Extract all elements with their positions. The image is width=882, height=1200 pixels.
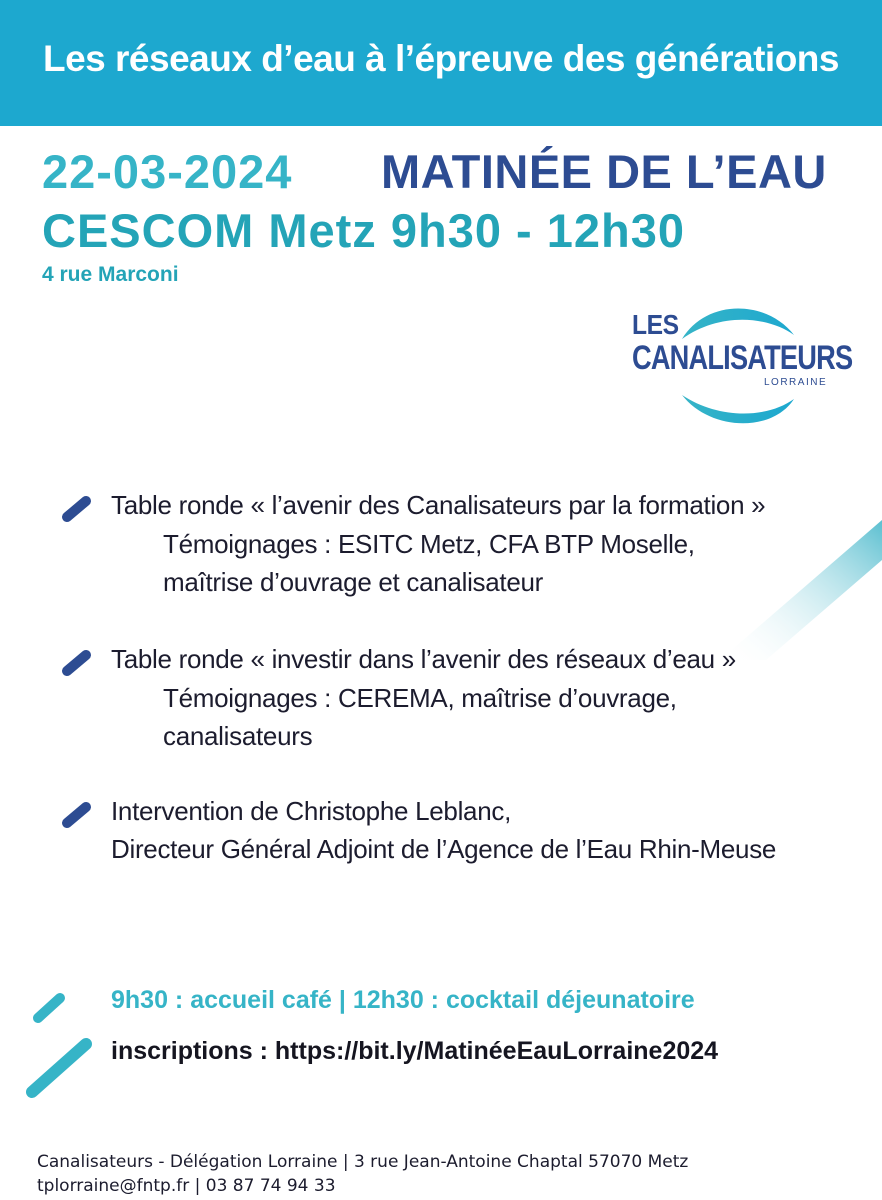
header-banner: [0, 0, 882, 126]
program-item-sub: canalisateurs: [163, 721, 313, 751]
pill-bullet-icon: [60, 800, 94, 830]
program-item-sub: maîtrise d’ouvrage et canalisateur: [163, 567, 544, 597]
footer-address: Canalisateurs - Délégation Lorraine | 3 rue Jean-Antoine Chaptal 57070 Metz: [37, 1152, 689, 1172]
pill-bullet-icon: [60, 494, 94, 524]
program-item-sub: Témoignages : CEREMA, maîtrise d’ouvrage,: [163, 683, 677, 713]
program-item-title-line2: Directeur Général Adjoint de l’Agence de l’Eau Rhin-Meuse: [111, 834, 777, 864]
event-address: 4 rue Marconi: [42, 263, 179, 286]
event-date: 22-03-2024: [42, 145, 293, 198]
banner-title: Les réseaux d’eau à l’épreuve des générations: [43, 38, 839, 79]
program-item-sub: Témoignages : ESITC Metz, CFA BTP Moselle,: [163, 529, 695, 559]
teal-pill-large-icon: [20, 1030, 100, 1106]
event-title: MATINÉE DE L’EAU: [381, 145, 827, 198]
program-item-title: Intervention de Christophe Leblanc,: [111, 796, 511, 826]
event-venue: CESCOM Metz 9h30 - 12h30: [42, 204, 686, 257]
program-item-title: Table ronde « l’avenir des Canalisateurs par la formation »: [111, 490, 766, 520]
teal-pill-icon: [28, 988, 72, 1032]
logo-text-les: LES: [632, 309, 679, 340]
schedule-line: 9h30 : accueil café | 12h30 : cocktail déjeunatoire: [111, 986, 695, 1014]
decorative-stripe: [720, 520, 882, 660]
logo-text-canalisateurs: CANALISATEURS: [632, 339, 853, 377]
logo-text-lorraine: LORRAINE: [764, 377, 828, 388]
footer-contact[interactable]: tplorraine@fntp.fr | 03 87 74 94 33: [37, 1176, 336, 1196]
signup-link[interactable]: inscriptions : https://bit.ly/MatinéeEauLorraine2024: [111, 1037, 719, 1065]
canalisateurs-logo: [626, 303, 853, 431]
pill-bullet-icon: [60, 648, 94, 678]
program-item-title: Table ronde « investir dans l’avenir des réseaux d’eau »: [111, 644, 736, 674]
